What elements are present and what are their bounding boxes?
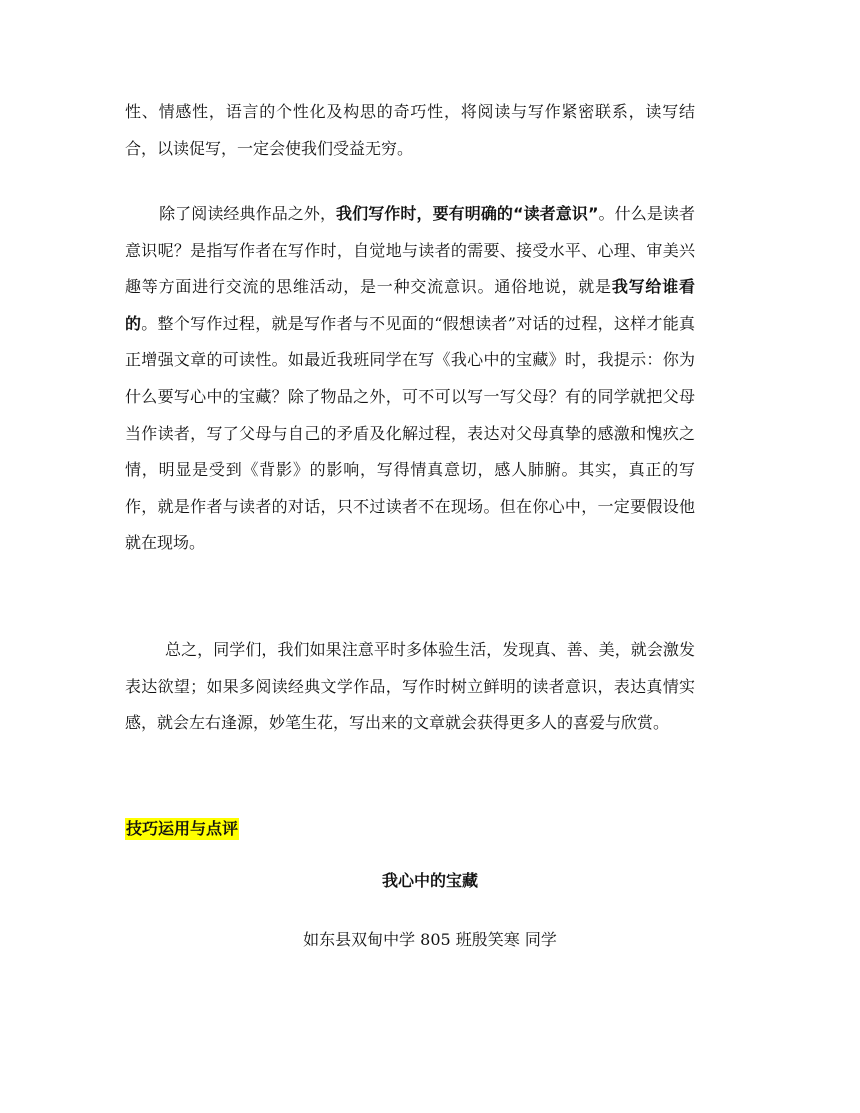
paragraph-reading-benefits	[125, 94, 695, 167]
paragraph-text: 总之，同学们，我们如果注意平时多体验生活，发现真、善、美，就会激发表达欲望；如果多阅读经典文学作品，写作时树立鲜明的读者意识，表达真情实感，就会左右逢源，妙笔生花，写出来的文章就会获得更多人的喜爱与欣赏。	[125, 640, 695, 733]
essay-author-line: 如东县双甸中学 805 班殷笑寒 同学	[303, 930, 557, 949]
paragraph-text: 性、情感性，语言的个性化及构思的奇巧性，将阅读与写作紧密联系，读写结合，以读促写，一定会使我们受益无穷。	[125, 102, 695, 158]
essay-title: 我心中的宝藏	[381, 871, 478, 890]
section-heading-highlighted: 技巧运用与点评	[126, 819, 239, 838]
paragraph-text: 。什么是读者意识呢？是指写作者在写作时，自觉地与读者的需要、接受水平、心理、审美兴趣等方面进行交流的思维活动，是一种交流意识。通俗地说，就是	[125, 204, 695, 297]
paragraph-text: 。整个写作过程，就是写作者与不见面的“假想读者”对话的过程，这样才能真正增强文章的可读性。如最近我班同学在写《我心中的宝藏》时，我提示：你为什么要写心中的宝藏？除了物品之外，可不可以写一写父母？有的同学就把父母当作读者，写了父母与自己的矛盾及化解过程，表达对父母真挚的感激和愧疚之情，明显是受到《背影》的影响，写得情真意切，感人肺腑。其实，真正的写作，就是作者与读者的对话，只不过读者不在现场。但在你心中，一定要假设他就在现场。	[125, 313, 695, 553]
bold-emphasis-who-i-write-for: 我写给谁看的	[125, 277, 695, 333]
paragraph-conclusion	[125, 632, 695, 742]
paragraph-text: 除了阅读经典作品之外，	[159, 204, 337, 223]
paragraph-reader-awareness	[125, 196, 695, 562]
bold-emphasis-reader-awareness: 我们写作时，要有明确的“读者意识”	[336, 204, 599, 223]
